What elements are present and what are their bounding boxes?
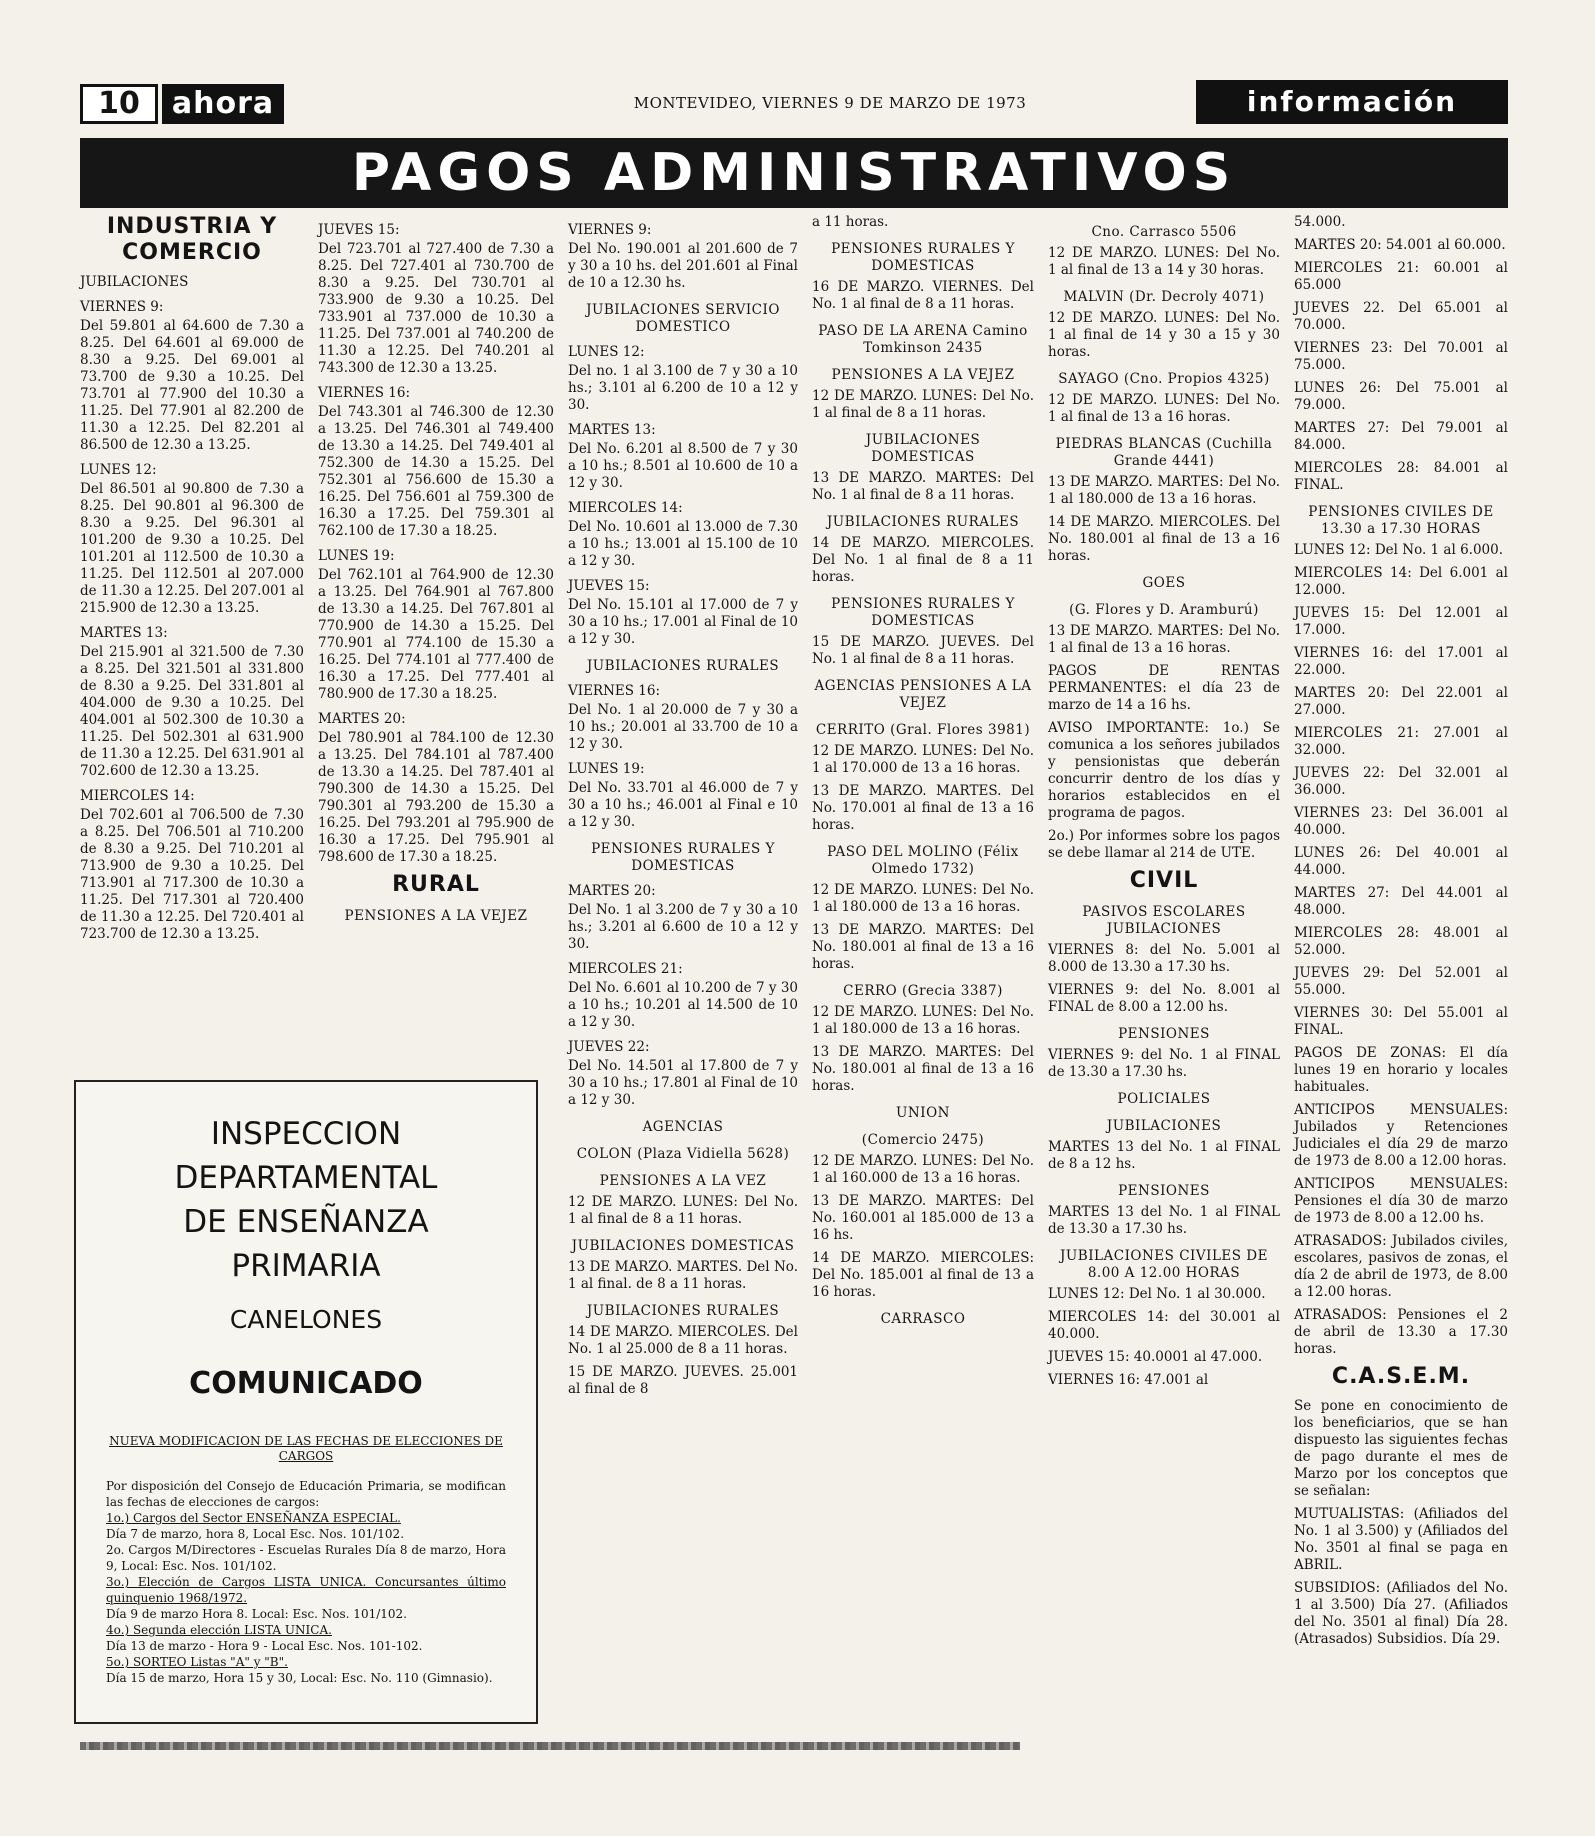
paragraph: JUEVES 15: 40.0001 al 47.000.	[1048, 1349, 1263, 1365]
paragraph: VIERNES 23: Del 36.001 al 40.000.	[1294, 805, 1508, 838]
subheading: Cno. Carrasco 5506	[1091, 224, 1237, 240]
paragraph: 16 DE MARZO. VIERNES. Del No. 1 al final de 8 a 11 horas.	[812, 279, 1034, 312]
paragraph: JUEVES 22: Del 32.001 al 36.000.	[1294, 765, 1508, 798]
notice-box	[74, 1080, 538, 1724]
paragraph: Del No. 190.001 al 201.600 de 7 y 30 a 10 hs. del 201.601 al Final de 10 a 12.30 hs.	[568, 241, 798, 291]
paragraph: Del 743.301 al 746.300 de 12.30 a 13.25. Del 746.301 al 749.400 de 13.30 a 14.25. Del 749.401 al 752.300 de 14.30 a 15.25. Del 752.301 al 756.600 de 15.30 a 16.25. Del 756.601 al 759.300 de 16.30 a 17.25. Del 759.301 al 762.100 de 17.30 a 18.25.	[318, 404, 554, 539]
notice-intro: Por disposición del Consejo de Educación Primaria, se modifican las fechas de elecciones de cargos:	[106, 1479, 506, 1509]
paragraph: 15 DE MARZO. JUEVES. Del No. 1 al final de 8 a 11 horas.	[812, 634, 1034, 667]
paragraph: JUEVES 15: Del 12.001 al 17.000.	[1294, 605, 1508, 638]
subheading: PENSIONES A LA VEJEZ	[344, 908, 528, 924]
paragraph: MARTES 20: 54.001 al 60.000.	[1294, 237, 1506, 253]
subheading: AGENCIAS PENSIONES A LA VEJEZ	[814, 678, 1032, 711]
paragraph: MARTES 13 del No. 1 al FINAL de 8 a 12 hs.	[1048, 1139, 1280, 1172]
paragraph: ANTICIPOS MENSUALES: Pensiones el día 30 de marzo de 1973 de 8.00 a 12.00 hs.	[1294, 1176, 1508, 1226]
paragraph: MIERCOLES 14: del 30.001 al 40.000.	[1048, 1309, 1280, 1342]
day-label: MARTES 20:	[318, 711, 406, 727]
paragraph: 12 DE MARZO. LUNES: Del No. 1 al final de 13 a 14 y 30 horas.	[1048, 245, 1280, 278]
day-label: MIERCOLES 14:	[568, 500, 683, 516]
paragraph: 13 DE MARZO. MARTES. Del No. 170.001 al final de 13 a 16 horas.	[812, 783, 1034, 833]
subheading: (G. Flores y D. Aramburú)	[1069, 602, 1259, 618]
paragraph: MIERCOLES 21: 60.001 al 65.000	[1294, 260, 1508, 293]
paragraph: Del No. 6.201 al 8.500 de 7 y 30 a 10 hs.; 8.501 al 10.600 de 10 a 12 y 30.	[568, 441, 798, 491]
paragraph: 13 DE MARZO. MARTES: Del No. 160.001 al 185.000 de 13 a 16 hs.	[812, 1193, 1034, 1243]
day-label: MARTES 13:	[568, 422, 656, 438]
notice-line: 3o.) Elección de Cargos LISTA UNICA. Concursantes último quinquenio 1968/1972.	[106, 1575, 506, 1605]
subheading: PENSIONES A LA VEZ	[599, 1173, 767, 1189]
day-label: MIERCOLES 14:	[80, 788, 195, 804]
paragraph: JUEVES 22. Del 65.001 al 70.000.	[1294, 300, 1508, 333]
section-heading: CIVIL	[1129, 868, 1199, 893]
paragraph: VIERNES 8: del No. 5.001 al 8.000 de 13.30 a 17.30 hs.	[1048, 942, 1280, 975]
paragraph: LUNES 26: Del 75.001 al 79.000.	[1294, 380, 1508, 413]
subheading: CERRITO (Gral. Flores 3981)	[815, 722, 1031, 738]
day-label: MIERCOLES 21:	[568, 961, 683, 977]
paragraph: 13 DE MARZO. MARTES: Del No. 1 al 180.000 de 13 a 16 horas.	[1048, 474, 1280, 507]
subheading: PIEDRAS BLANCAS (Cuchilla Grande 4441)	[1055, 436, 1273, 469]
paragraph: Del no. 1 al 3.100 de 7 y 30 a 10 hs.; 3.101 al 6.200 de 10 a 12 y 30.	[568, 363, 798, 413]
day-label: LUNES 19:	[568, 761, 645, 777]
subheading: PENSIONES RURALES Y DOMESTICAS	[831, 596, 1015, 629]
paragraph: Del 723.701 al 727.400 de 7.30 a 8.25. Del 727.401 al 730.700 de 8.30 a 9.25. Del 730.701 al 733.900 de 9.30 a 10.25. Del 733.901 al 737.000 de 10.30 a 11.25. Del 737.001 al 740.200 de 11.30 a 12.25. Del 740.201 al 743.300 de 12.30 a 13.25.	[318, 241, 554, 376]
subheading: SAYAGO (Cno. Propios 4325)	[1058, 371, 1270, 387]
section-heading: RURAL	[392, 872, 480, 897]
notice-line: 1o.) Cargos del Sector ENSEÑANZA ESPECIAL.	[106, 1511, 401, 1525]
paragraph: VIERNES 9: del No. 8.001 al FINAL de 8.00 a 12.00 hs.	[1048, 982, 1280, 1015]
notice-title-line-2: DEPARTAMENTAL	[174, 1160, 438, 1196]
day-label: JUEVES 15:	[318, 222, 400, 238]
paragraph: JUEVES 29: Del 52.001 al 55.000.	[1294, 965, 1508, 998]
paragraph: 12 DE MARZO. LUNES: Del No. 1 al 180.000 de 13 a 16 horas.	[812, 1004, 1034, 1037]
paragraph: VIERNES 16: del 17.001 al 22.000.	[1294, 645, 1508, 678]
paragraph: Del 762.101 al 764.900 de 12.30 a 13.25. Del 764.901 al 767.800 de 13.30 a 14.25. Del 767.801 al 770.900 de 14.30 a 15.25. Del 770.901 al 774.100 de 15.30 a 16.25. Del 774.101 al 777.400 de 16.30 a 17.25. Del 777.401 al 780.900 de 17.30 a 18.25.	[318, 567, 554, 702]
paragraph: MIERCOLES 14: Del 6.001 al 12.000.	[1294, 565, 1508, 598]
subheading: PENSIONES CIVILES DE 13.30 a 17.30 HORAS	[1308, 504, 1494, 537]
paragraph: Del No. 1 al 20.000 de 7 y 30 a 10 hs.; 20.001 al 33.700 de 10 a 12 y 30.	[568, 702, 798, 752]
paragraph: 13 DE MARZO. MARTES: Del No. 180.001 al final de 13 a 16 horas.	[812, 1044, 1034, 1094]
column-1	[80, 214, 304, 949]
subheading: COLON (Plaza Vidiella 5628)	[576, 1146, 790, 1162]
day-label: VIERNES 9:	[568, 222, 652, 238]
paragraph: PAGOS DE RENTAS PERMANENTES: el día 23 de marzo de 14 a 16 hs.	[1048, 663, 1280, 713]
paragraph: Del 702.601 al 706.500 de 7.30 a 8.25. Del 706.501 al 710.200 de 8.30 a 9.25. Del 710.201 al 713.900 de 9.30 a 10.25. Del 713.901 al 717.300 de 10.30 a 11.25. Del 717.301 al 720.400 de 11.30 a 12.25. Del 720.401 al 723.700 de 12.30 a 13.25.	[80, 807, 304, 942]
subheading: PASO DE LA ARENA Camino Tomkinson 2435	[818, 323, 1028, 356]
paragraph: 12 DE MARZO. LUNES: Del No. 1 al 170.000 de 13 a 16 horas.	[812, 743, 1034, 776]
subheading: JUBILACIONES RURALES	[586, 658, 780, 674]
day-label: JUBILACIONES	[80, 274, 189, 290]
paragraph: Del 780.901 al 784.100 de 12.30 a 13.25. Del 784.101 al 787.400 de 13.30 a 14.25. Del 787.401 al 790.300 de 14.30 a 15.25. Del 790.301 al 793.200 de 15.30 a 16.25. Del 793.201 al 795.900 de 16.30 a 17.25. Del 795.901 al 798.600 de 17.30 a 18.25.	[318, 730, 554, 865]
paragraph: Del No. 14.501 al 17.800 de 7 y 30 a 10 hs.; 17.801 al Final de 10 a 12 y 30.	[568, 1058, 798, 1108]
dateline: MONTEVIDEO, VIERNES 9 DE MARZO DE 1973	[633, 94, 1027, 112]
subheading: JUBILACIONES DOMESTICAS	[865, 432, 981, 465]
paragraph: 12 DE MARZO. LUNES: Del No. 1 al final de 13 a 16 horas.	[1048, 392, 1280, 425]
subheading: CERRO (Grecia 3387)	[843, 983, 1003, 999]
paragraph: 12 DE MARZO. LUNES: Del No. 1 al 180.000 de 13 a 16 horas.	[812, 882, 1034, 915]
section-name: información	[1196, 80, 1508, 124]
paragraph: MIERCOLES 28: 48.001 al 52.000.	[1294, 925, 1508, 958]
subheading: MALVIN (Dr. Decroly 4071)	[1063, 289, 1265, 305]
paragraph: LUNES 26: Del 40.001 al 44.000.	[1294, 845, 1508, 878]
paragraph: 2o.) Por informes sobre los pagos se debe llamar al 214 de UTE.	[1048, 828, 1280, 861]
paragraph: VIERNES 16: 47.001 al	[1048, 1372, 1209, 1388]
paragraph: MIERCOLES 28: 84.001 al FINAL.	[1294, 460, 1508, 493]
paragraph: 14 DE MARZO. MIERCOLES: Del No. 185.001 al final de 13 a 16 horas.	[812, 1250, 1034, 1300]
paragraph: VIERNES 23: Del 70.001 al 75.000.	[1294, 340, 1508, 373]
paragraph: 13 DE MARZO. MARTES. Del No. 1 al final. de 8 a 11 horas.	[568, 1259, 798, 1292]
notice-place: CANELONES	[229, 1305, 383, 1334]
paragraph: Del 86.501 al 90.800 de 7.30 a 8.25. Del 90.801 al 96.300 de 8.30 a 9.25. Del 96.301 al 101.200 de 9.30 a 10.25. Del 101.201 al 112.500 de 10.30 a 11.25. Del 112.501 al 207.000 de 11.30 a 12.25. Del 207.001 al 215.900 de 12.30 a 13.25.	[80, 481, 304, 616]
day-label: LUNES 12:	[80, 462, 157, 478]
torn-edge-divider	[80, 1742, 1020, 1750]
paragraph: 15 DE MARZO. JUEVES. 25.001 al final de 8	[568, 1364, 798, 1397]
day-label: LUNES 19:	[318, 548, 395, 564]
paragraph: SUBSIDIOS: (Afiliados del No. 1 al 3.500) Día 27. (Afiliados del No. 3501 al final) Día 28. (Atrasados) Subsidios. Día 29.	[1294, 1580, 1508, 1647]
paragraph: 13 DE MARZO. MARTES: Del No. 1 al final de 8 a 11 horas.	[812, 470, 1034, 503]
paragraph: MARTES 27: Del 79.001 al 84.000.	[1294, 420, 1508, 453]
paragraph: MARTES 20: Del 22.001 al 27.000.	[1294, 685, 1508, 718]
paragraph: 13 DE MARZO. MARTES: Del No. 180.001 al final de 13 a 16 horas.	[812, 922, 1034, 972]
subheading: PENSIONES	[1118, 1026, 1210, 1042]
subheading: PENSIONES A LA VEJEZ	[831, 367, 1015, 383]
paragraph: MUTUALISTAS: (Afiliados del No. 1 al 3.500) y (Afiliados del No. 3501 al final se paga en ABRIL.	[1294, 1506, 1508, 1573]
subheading: PASO DEL MOLINO (Félix Olmedo 1732)	[827, 844, 1019, 877]
day-label: MARTES 13:	[80, 625, 168, 641]
column-4	[812, 214, 1034, 1332]
day-label: VIERNES 16:	[318, 385, 411, 401]
paragraph: PAGOS DE ZONAS: El día lunes 19 en horario y locales habituales.	[1294, 1045, 1508, 1095]
subheading: JUBILACIONES CIVILES DE 8.00 A 12.00 HORAS	[1060, 1248, 1268, 1281]
subheading: (Comercio 2475)	[861, 1132, 985, 1148]
subheading: CARRASCO	[880, 1311, 966, 1327]
paragraph: MIERCOLES 21: 27.001 al 32.000.	[1294, 725, 1508, 758]
notice-line: Día 7 de marzo, hora 8, Local Esc. Nos. 101/102.	[106, 1527, 405, 1541]
day-label: MARTES 20:	[568, 883, 656, 899]
paragraph: 54.000.	[1294, 214, 1346, 230]
notice-title-line-3: DE ENSEÑANZA	[183, 1204, 429, 1240]
subheading: PENSIONES RURALES Y DOMESTICAS	[591, 841, 775, 874]
day-label: VIERNES 16:	[568, 683, 661, 699]
subheading: JUBILACIONES RURALES	[826, 514, 1020, 530]
paragraph: Del 59.801 al 64.600 de 7.30 a 8.25. Del 64.601 al 69.000 de 8.30 a 9.25. Del 69.001 al 73.700 de 9.30 a 10.25. Del 73.701 al 77.900 del 10.30 a 11.25. Del 77.901 al 82.200 de 11.30 a 12.25. Del 82.201 al 86.500 de 12.30 a 13.25.	[80, 318, 304, 453]
subheading: JUBILACIONES RURALES	[586, 1303, 780, 1319]
notice-line: Día 13 de marzo - Hora 9 - Local Esc. Nos. 101-102.	[106, 1639, 423, 1653]
paragraph: a 11 horas.	[812, 214, 889, 230]
notice-lines	[106, 1510, 506, 1686]
paragraph: 12 DE MARZO. LUNES: Del No. 1 al final de 14 y 30 a 15 y 30 horas.	[1048, 310, 1280, 360]
paragraph: Del No. 10.601 al 13.000 de 7.30 a 10 hs.; 13.001 al 15.100 de 10 a 12 y 30.	[568, 519, 798, 569]
notice-subtitle: NUEVA MODIFICACION DE LAS FECHAS DE ELECCIONES DE CARGOS	[109, 1434, 503, 1463]
subheading: GOES	[1142, 575, 1186, 591]
paragraph: 13 DE MARZO. MARTES: Del No. 1 al final de 13 a 16 horas.	[1048, 623, 1280, 656]
notice-line: 5o.) SORTEO Listas "A" y "B".	[106, 1655, 288, 1669]
day-label: JUEVES 22:	[568, 1039, 650, 1055]
paragraph: 12 DE MARZO. LUNES: Del No. 1 al final de 8 a 11 horas.	[568, 1194, 798, 1227]
paragraph: ATRASADOS: Pensiones el 2 de abril de 13.30 a 17.30 horas.	[1294, 1307, 1508, 1357]
notice-line: Día 15 de marzo, Hora 15 y 30, Local: Esc. No. 110 (Gimnasio).	[106, 1671, 493, 1685]
subheading: UNION	[896, 1105, 950, 1121]
notice-kind: COMUNICADO	[189, 1366, 423, 1401]
notice-line: 2o. Cargos M/Directores - Escuelas Rurales Día 8 de marzo, Hora 9, Local: Esc. Nos. 101/102.	[106, 1543, 506, 1573]
subheading: AGENCIAS	[642, 1119, 724, 1135]
notice-line: 4o.) Segunda elección LISTA UNICA.	[106, 1623, 332, 1637]
paragraph: MARTES 13 del No. 1 al FINAL de 13.30 a 17.30 hs.	[1048, 1204, 1280, 1237]
section-heading: INDUSTRIA Y COMERCIO	[106, 214, 278, 265]
column-3	[568, 214, 798, 1404]
paragraph: Del No. 1 al 3.200 de 7 y 30 a 10 hs.; 3.201 al 6.600 de 10 a 12 y 30.	[568, 902, 798, 952]
section-heading: C.A.S.E.M.	[1331, 1364, 1471, 1389]
page-number: 10	[80, 84, 158, 124]
paragraph: VIERNES 9: del No. 1 al FINAL de 13.30 a 17.30 hs.	[1048, 1047, 1280, 1080]
paragraph: 12 DE MARZO. LUNES: Del No. 1 al 160.000 de 13 a 16 horas.	[812, 1153, 1034, 1186]
subheading: JUBILACIONES SERVICIO DOMESTICO	[586, 302, 780, 335]
notice-title-line-1: INSPECCION	[210, 1116, 402, 1152]
paragraph: VIERNES 30: Del 55.001 al FINAL.	[1294, 1005, 1508, 1038]
paragraph: Del No. 15.101 al 17.000 de 7 y 30 a 10 hs.; 17.001 al Final de 10 a 12 y 30.	[568, 597, 798, 647]
day-label: LUNES 12:	[568, 344, 645, 360]
paragraph: 12 DE MARZO. LUNES: Del No. 1 al final de 8 a 11 horas.	[812, 388, 1034, 421]
subheading: JUBILACIONES	[1106, 1118, 1222, 1134]
notice-line: Día 9 de marzo Hora 8. Local: Esc. Nos. 101/102.	[106, 1607, 407, 1621]
paragraph: ATRASADOS: Jubilados civiles, escolares, pasivos de zonas, el día 2 de abril de 1973, de 8.00 a 12.00 horas.	[1294, 1233, 1508, 1300]
paragraph: Del 215.901 al 321.500 de 7.30 a 8.25. Del 321.501 al 331.800 de 8.30 a 9.25. Del 331.801 al 404.000 de 9.30 a 10.25. Del 404.001 al 502.300 de 10.30 a 11.25. Del 502.301 al 631.900 de 11.30 a 12.25. Del 631.901 al 702.600 de 12.30 a 13.25.	[80, 644, 304, 779]
column-2	[318, 214, 554, 929]
notice-title-line-4: PRIMARIA	[231, 1248, 381, 1284]
paragraph: 14 DE MARZO. MIERCOLES. Del No. 1 al final de 8 a 11 horas.	[812, 535, 1034, 585]
column-6	[1294, 214, 1508, 1654]
paragraph: LUNES 12: Del No. 1 al 30.000.	[1048, 1286, 1266, 1302]
paragraph: 14 DE MARZO. MIERCOLES. Del No. 180.001 al final de 13 a 16 horas.	[1048, 514, 1280, 564]
column-5	[1048, 214, 1280, 1395]
subheading: PENSIONES RURALES Y DOMESTICAS	[831, 241, 1015, 274]
paragraph: MARTES 27: Del 44.001 al 48.000.	[1294, 885, 1508, 918]
day-label: VIERNES 9:	[80, 299, 164, 315]
paragraph: Del No. 33.701 al 46.000 de 7 y 30 a 10 hs.; 46.001 al Final e 10 a 12 y 30.	[568, 780, 798, 830]
paragraph: ANTICIPOS MENSUALES: Jubilados y Retenciones Judiciales el día 29 de marzo de 1973 de 8.00 a 12.00 horas.	[1294, 1102, 1508, 1169]
paragraph: 14 DE MARZO. MIERCOLES. Del No. 1 al 25.000 de 8 a 11 horas.	[568, 1324, 798, 1357]
day-label: JUEVES 15:	[568, 578, 650, 594]
paragraph: Del No. 6.601 al 10.200 de 7 y 30 a 10 hs.; 10.201 al 14.500 de 10 a 12 y 30.	[568, 980, 798, 1030]
paragraph: Se pone en conocimiento de los beneficiarios, que se han dispuesto las siguientes fechas de pago durante el mes de Marzo por los conceptos que se señalan:	[1294, 1398, 1508, 1499]
paragraph: AVISO IMPORTANTE: 1o.) Se comunica a los señores jubilados y pensionistas que deberán concurrir dentro de los días y horarios establecidos en el programa de pagos.	[1048, 720, 1280, 821]
paragraph: LUNES 12: Del No. 1 al 6.000.	[1294, 542, 1504, 558]
subheading: JUBILACIONES DOMESTICAS	[571, 1238, 795, 1254]
notice-body	[106, 1478, 506, 1686]
subheading: POLICIALES	[1117, 1091, 1211, 1107]
subheading: PASIVOS ESCOLARES JUBILACIONES	[1082, 904, 1246, 937]
page-title: PAGOS ADMINISTRATIVOS	[80, 138, 1508, 208]
subheading: PENSIONES	[1118, 1183, 1210, 1199]
masthead	[80, 80, 1508, 124]
paper-name: ahora	[162, 84, 284, 124]
